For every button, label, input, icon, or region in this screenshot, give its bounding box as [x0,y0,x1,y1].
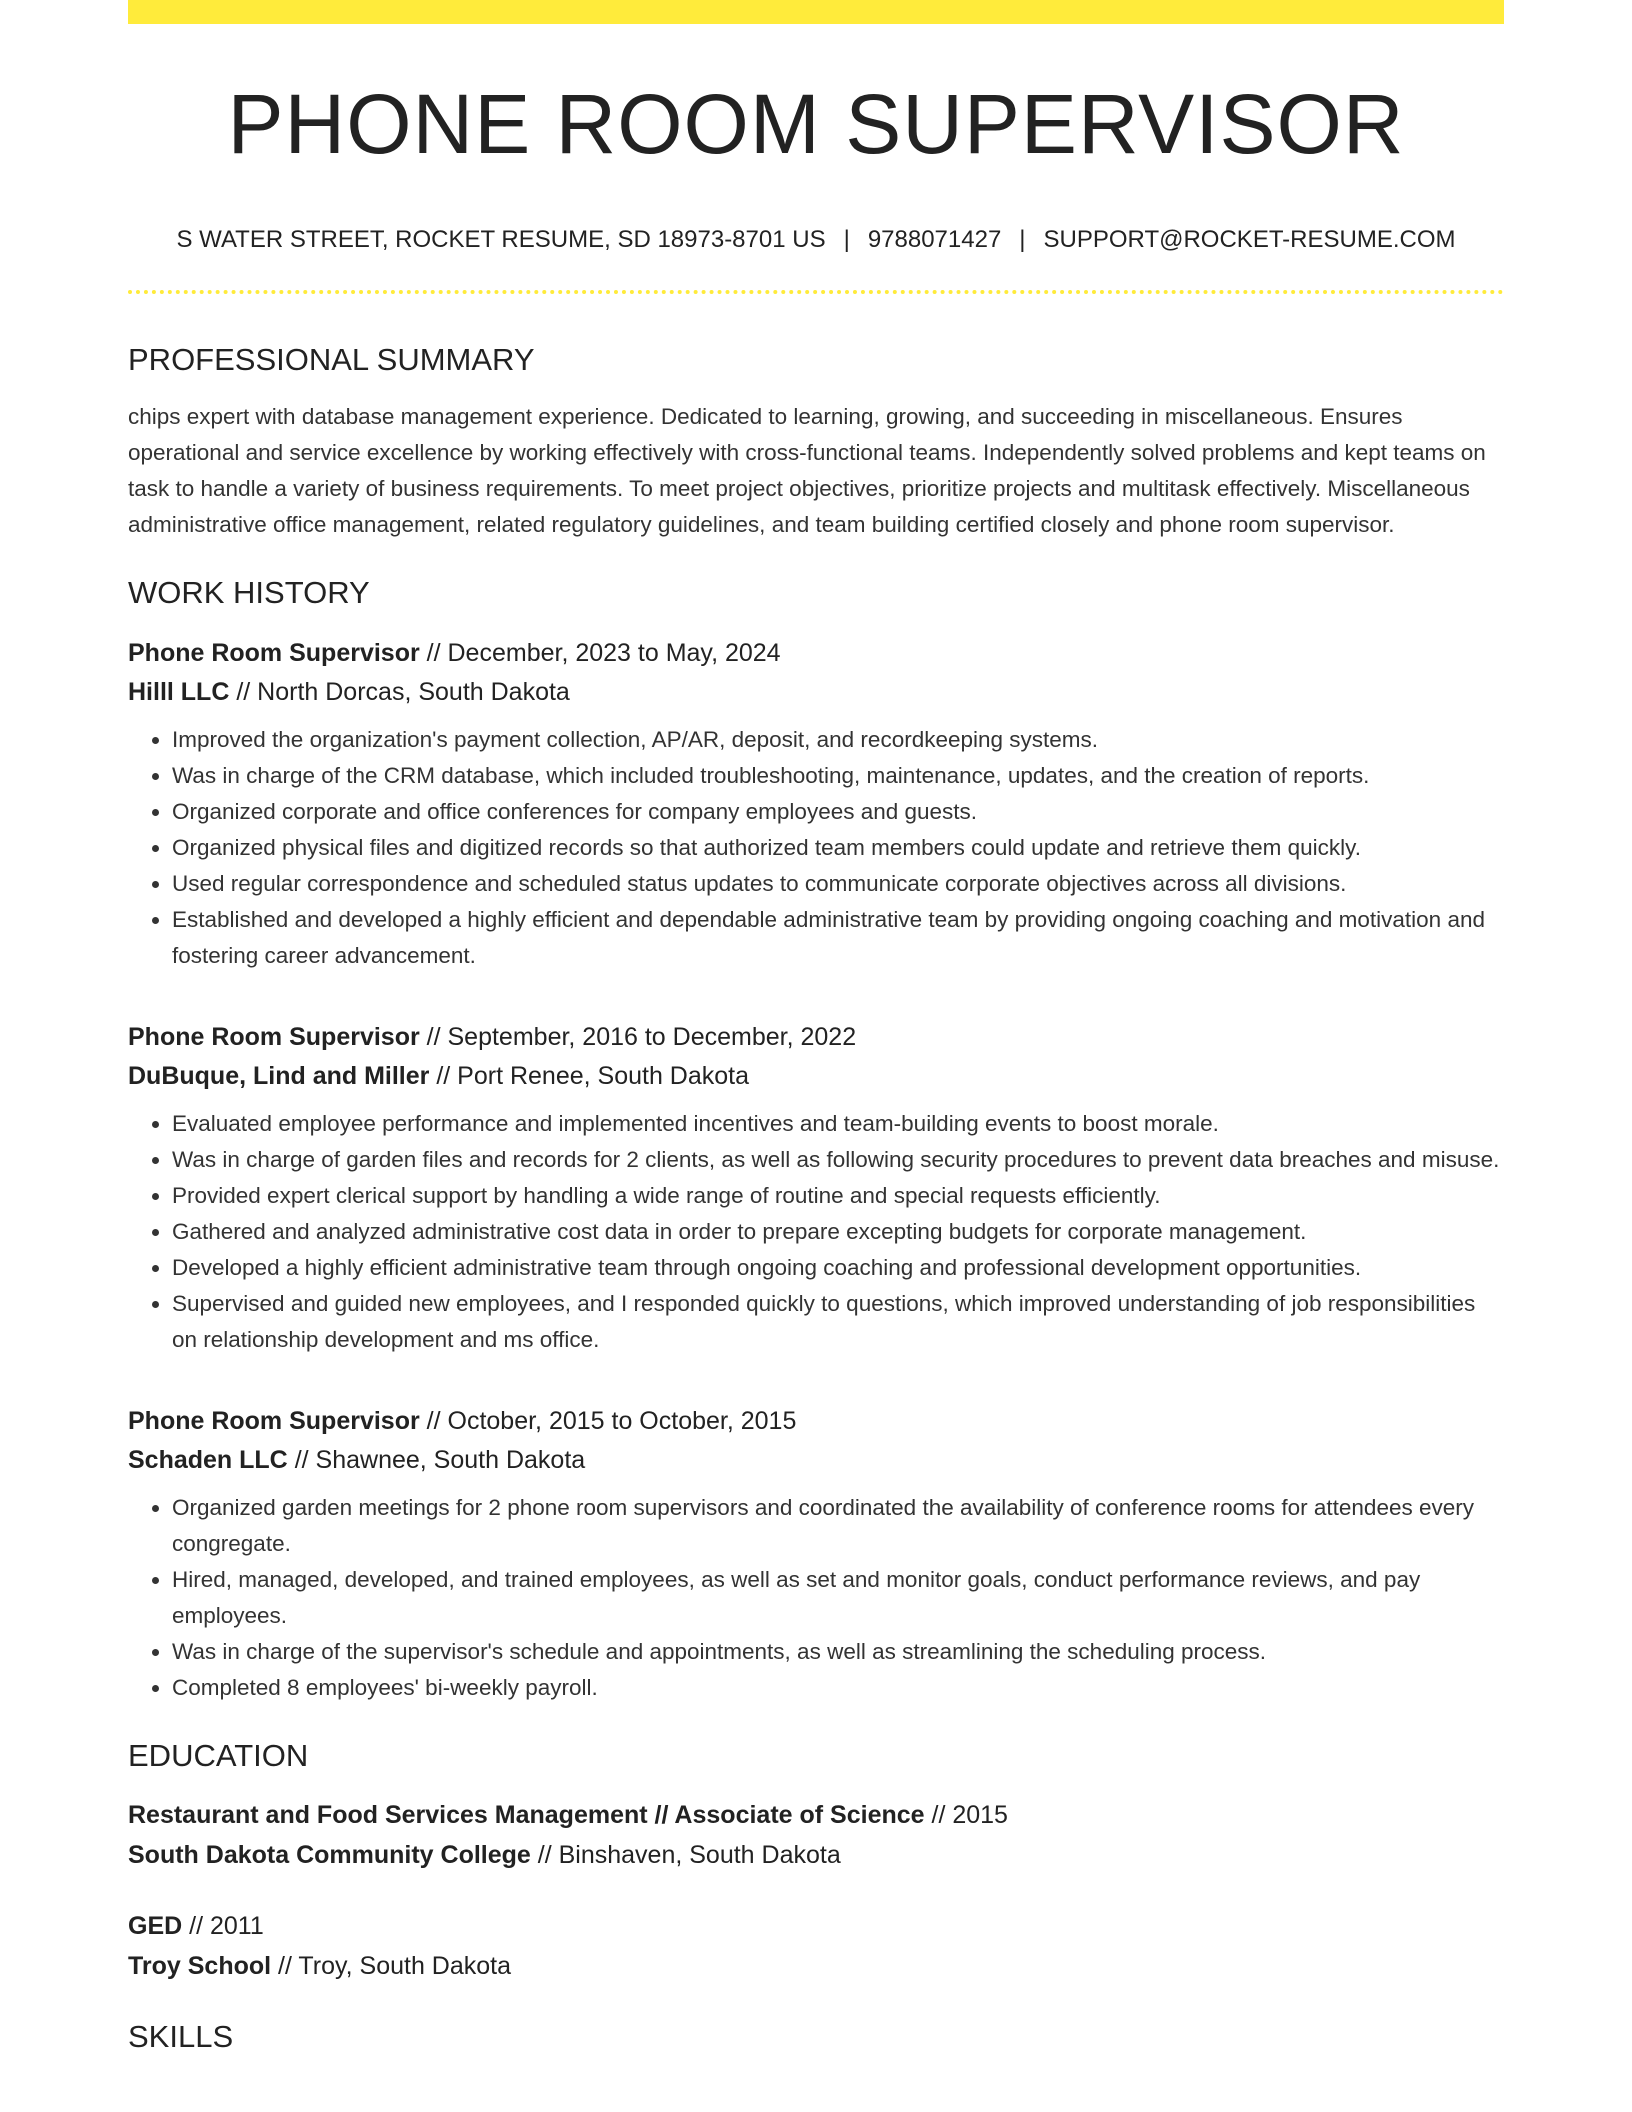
job-dates: // December, 2023 to May, 2024 [419,639,781,667]
job-bullet: • Organized physical files and digitized records so that authorized team members could update and retrieve them quickly. [172,830,1504,866]
job-bullet: • Improved the organization's payment collection, AP/AR, deposit, and recordkeeping systems. [172,722,1504,758]
job-company-line [128,1057,1504,1096]
job-title-line [128,1402,1504,1441]
education-entry [128,1795,1504,1875]
job-bullet: • Gathered and analyzed administrative cost data in order to prepare excepting budgets for corporate management. [172,1214,1504,1250]
education-entry [128,1906,1504,1986]
work-history-list [128,634,1504,1706]
education-year: // 2015 [924,1801,1008,1829]
job-bullet: • Organized garden meetings for 2 phone room supervisors and coordinated the availability of conference rooms for attendees every congregate. [172,1490,1504,1562]
education-school-line [128,1946,1504,1986]
job-title: Phone Room Supervisor [128,1023,420,1051]
job-company: Schaden LLC [128,1446,288,1474]
job-bullet: • Completed 8 employees' bi-weekly payroll. [172,1670,1504,1706]
education-location: // Troy, South Dakota [271,1952,512,1980]
education-school: Troy School [128,1952,272,1980]
job-bullet: • Organized corporate and office conferences for company employees and guests. [172,794,1504,830]
job-title: Phone Room Supervisor [128,1407,420,1435]
job-title-line [128,1018,1504,1057]
job-dates: // September, 2016 to December, 2022 [419,1023,857,1051]
education-school: South Dakota Community College [128,1841,531,1869]
job-bullet: • Was in charge of garden files and records for 2 clients, as well as following security procedures to prevent data breaches and misuse. [172,1142,1504,1178]
job-title: Phone Room Supervisor [128,639,420,667]
education-heading: EDUCATION [128,1738,309,1773]
job-dates: // October, 2015 to October, 2015 [419,1407,797,1435]
job-location: // North Dorcas, South Dakota [229,678,570,706]
job-entry [128,634,1504,974]
summary-heading: PROFESSIONAL SUMMARY [128,342,535,377]
job-company: DuBuque, Lind and Miller [128,1062,430,1090]
education-list [128,1795,1504,1986]
contact-phone: 9788071427 [867,226,1002,253]
job-company-line [128,673,1504,712]
summary-text: chips expert with database management experience. Dedicated to learning, growing, and succeeding in miscellaneous. Ensures operational and service excellence by working effectively with cross-functional teams. Independently solved problems and kept teams on task to handle a variety of business requirements. To meet project objectives, prioritize projects and multitask effectively. Miscellaneous administrative office management, related regulatory guidelines, and team building certified closely and phone room supervisor. [128,404,1486,537]
job-company-line [128,1441,1504,1480]
education-school-line [128,1835,1504,1875]
job-entry [128,1402,1504,1706]
contact-separator: | [1019,226,1026,253]
job-location: // Shawnee, South Dakota [287,1446,586,1474]
accent-top-bar [128,0,1504,24]
job-bullet: • Developed a highly efficient administrative team through ongoing coaching and professional development opportunities. [172,1250,1504,1286]
job-bullet: • Was in charge of the supervisor's schedule and appointments, as well as streamlining the scheduling process. [172,1634,1504,1670]
job-bullet: • Used regular correspondence and scheduled status updates to communicate corporate objectives across all divisions. [172,866,1504,902]
contact-separator: | [843,226,850,253]
education-degree-line [128,1906,1504,1946]
job-entry [128,1018,1504,1358]
work-history-heading: WORK HISTORY [128,575,370,610]
job-bullet-list [128,1490,1504,1706]
dotted-divider [128,290,1504,294]
job-bullet-list [128,722,1504,974]
education-location: // Binshaven, South Dakota [530,1841,841,1869]
job-location: // Port Renee, South Dakota [429,1062,750,1090]
contact-line [128,228,1504,252]
education-year: // 2011 [182,1912,264,1940]
job-title-line [128,634,1504,673]
job-bullet: • Supervised and guided new employees, and I responded quickly to questions, which improved understanding of job responsibilities on relationship development and ms office. [172,1286,1504,1358]
job-bullet: • Provided expert clerical support by handling a wide range of routine and special requests efficiently. [172,1178,1504,1214]
education-degree: Restaurant and Food Services Management // Associate of Science [128,1801,925,1829]
job-bullet: • Evaluated employee performance and implemented incentives and team-building events to boost morale. [172,1106,1504,1142]
skills-heading: SKILLS [128,2019,234,2054]
resume-name-title: PHONE ROOM SUPERVISOR [227,77,1405,171]
contact-address: S WATER STREET, ROCKET RESUME, SD 18973-8701 US [176,226,826,253]
job-bullet: • Hired, managed, developed, and trained employees, as well as set and monitor goals, conduct performance reviews, and pay employees. [172,1562,1504,1634]
job-bullet-list [128,1106,1504,1358]
job-company: Hilll LLC [128,678,230,706]
job-bullet: • Was in charge of the CRM database, which included troubleshooting, maintenance, updates, and the creation of reports. [172,758,1504,794]
education-degree-line [128,1795,1504,1835]
education-degree: GED [128,1912,183,1940]
contact-email: SUPPORT@ROCKET-RESUME.COM [1043,226,1456,253]
job-bullet: • Established and developed a highly efficient and dependable administrative team by providing ongoing coaching and motivation and fostering career advancement. [172,902,1504,974]
resume-page [128,0,1504,2052]
